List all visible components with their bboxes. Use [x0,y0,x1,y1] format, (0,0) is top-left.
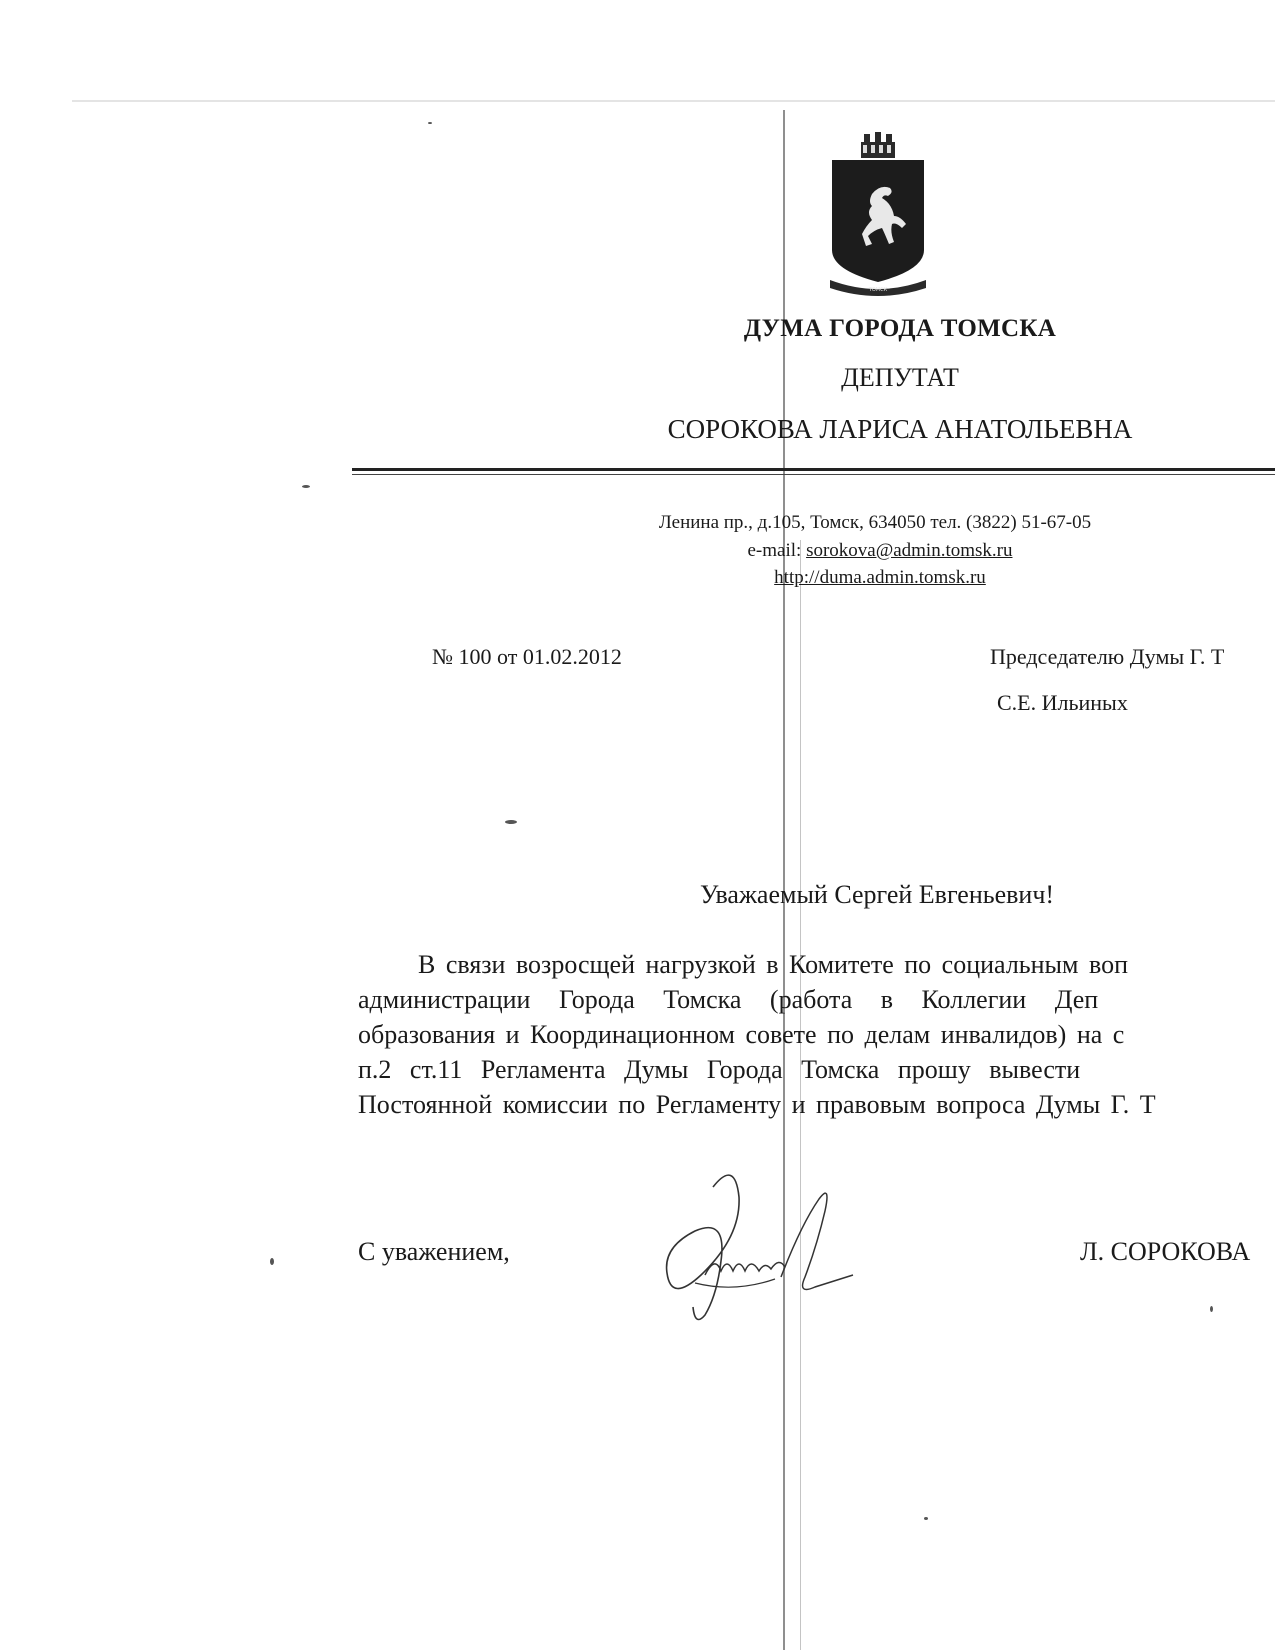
scan-speck [428,122,432,124]
reference-number: № 100 от 01.02.2012 [432,644,622,669]
closing-phrase: С уважением, [358,1237,510,1266]
website-link[interactable]: http://duma.admin.tomsk.ru [774,567,986,588]
tomsk-coat-of-arms-icon [828,132,928,302]
body-line: Постоянной комиссии по Регламенту и правовым вопроса Думы Г. Т [358,1090,1156,1119]
scan-speck [505,820,517,824]
website-row [640,567,1120,589]
scan-speck [270,1258,274,1265]
addressee-title: Председателю Думы Г. Т [990,644,1225,669]
header-divider-thin [352,474,1275,475]
deputy-title: ДЕПУТАТ [841,363,959,392]
deputy-name: СОРОКОВА ЛАРИСА АНАТОЛЬЕВНА [667,414,1133,444]
body-line: п.2 ст.11 Регламента Думы Города Томска прошу вывести [358,1055,1081,1084]
email-link[interactable]: sorokova@admin.tomsk.ru [806,540,1013,561]
crest-ribbon-text: ТОМСК [868,287,888,293]
handwritten-signature [655,1165,865,1335]
email-row [640,540,1120,562]
header-divider-thick [352,468,1275,471]
scan-edge-shadow [72,100,1275,102]
addressee-name: С.Е. Ильиных [997,690,1128,715]
organization-name: ДУМА ГОРОДА ТОМСКА [743,315,1057,342]
body-line: образования и Координационном совете по делам инвалидов) на с [358,1020,1125,1049]
address-line: Ленина пр., д.105, Томск, 634050 тел. (3822) 51-67-05 [658,512,1092,533]
scan-speck [924,1517,928,1520]
body-line: администрации Города Томска (работа в Коллегии Деп [358,985,1099,1014]
body-line: В связи возросщей нагрузкой в Комитете по социальным воп [418,950,1128,979]
greeting: Уважаемый Сергей Евгеньевич! [700,880,1055,909]
scan-speck [1210,1306,1213,1312]
scan-speck [302,485,310,488]
signer-name: Л. СОРОКОВА [1080,1237,1251,1266]
email-label: e-mail: [747,540,807,561]
